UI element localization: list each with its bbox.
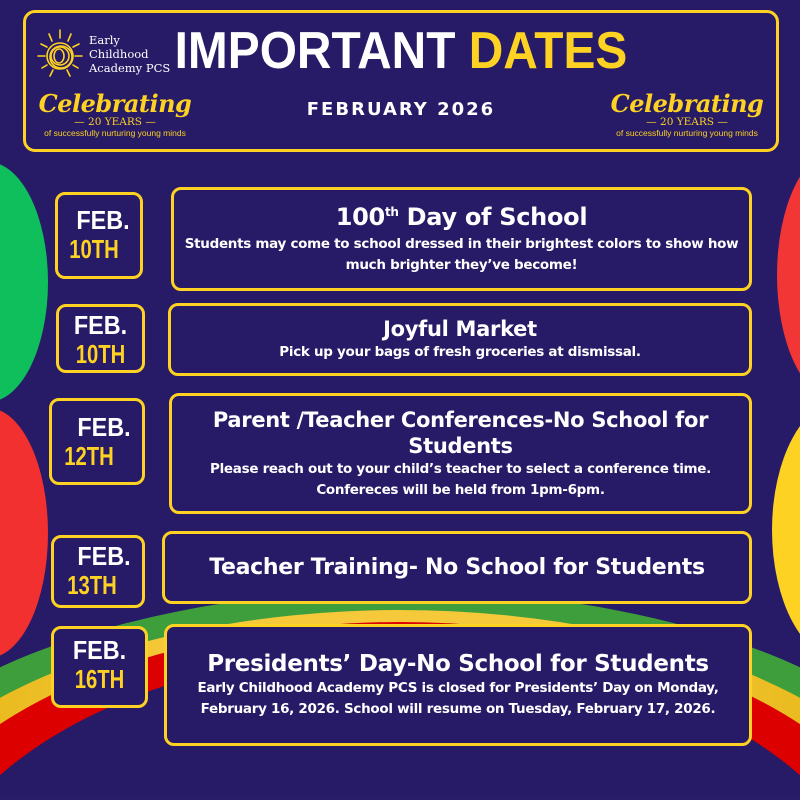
date-day: 13TH [67, 570, 117, 600]
event-description: Please reach out to your child’s teacher to select a conference time. Confereces will be held from 1pm-6pm. [210, 460, 711, 498]
event-description: Pick up your bags of fresh groceries at dismissal. [279, 344, 641, 360]
date-day: 10TH [75, 339, 126, 369]
date-month: FEB. [77, 541, 131, 571]
event-card [171, 187, 752, 291]
date-month: FEB. [77, 412, 131, 442]
event-card [168, 303, 752, 376]
yellow-circle-decoration [772, 400, 800, 660]
event-description: Students may come to school dressed in their brightest colors to show how much brighter they’ve become! [184, 236, 739, 273]
years-text: — 20 YEARS — [646, 116, 728, 128]
date-badge [49, 398, 145, 485]
event-description: Early Childhood Academy PCS is closed for Presidents’ Day on Monday, February 16, 2026. School will resume on Tuesday, February 17, 2026. [197, 680, 719, 717]
event-title [336, 202, 588, 232]
date-month: FEB. [76, 205, 130, 235]
celebrating-text: Celebrating [38, 89, 192, 118]
date-month: FEB. [72, 635, 127, 665]
years-text: — 20 YEARS — [74, 116, 156, 128]
event-card [162, 531, 752, 604]
date-badge [51, 626, 148, 708]
event-card [169, 393, 752, 514]
date-day: 16TH [74, 664, 125, 694]
date-month: FEB. [73, 310, 128, 340]
logo-line: Early [89, 33, 120, 47]
event-title: Joyful Market [383, 317, 537, 341]
title-ordinal: th [384, 205, 399, 219]
title-number: 100 [335, 203, 385, 231]
title-dates: DATES [468, 22, 628, 80]
title-important: IMPORTANT [174, 22, 456, 80]
red-circle-decoration [0, 408, 48, 658]
page-title [56, 23, 746, 79]
tagline-text: of successfully nurturing young minds [44, 128, 186, 138]
green-circle-decoration [0, 162, 48, 402]
date-day: 10TH [69, 234, 119, 264]
logo-line: Childhood [89, 47, 149, 61]
date-day: 12TH [64, 441, 114, 471]
date-badge [55, 192, 143, 279]
tagline-text: of successfully nurturing young minds [616, 128, 758, 138]
anniversary-badge-right [602, 91, 772, 138]
date-badge [51, 535, 145, 608]
event-title: Teacher Training- No School for Students [209, 554, 705, 580]
logo-line: Academy PCS [89, 61, 171, 75]
event-title: Presidents’ Day-No School for Students [207, 651, 709, 677]
celebrating-text: Celebrating [610, 89, 764, 118]
page-subtitle: FEBRUARY 2026 [306, 99, 496, 120]
red-circle-decoration [777, 150, 800, 400]
header-banner [23, 10, 779, 152]
date-badge [56, 304, 145, 373]
event-card [164, 624, 752, 746]
title-text: Day of School [398, 203, 588, 231]
event-title: Parent /Teacher Conferences-No School for Students [212, 407, 709, 458]
